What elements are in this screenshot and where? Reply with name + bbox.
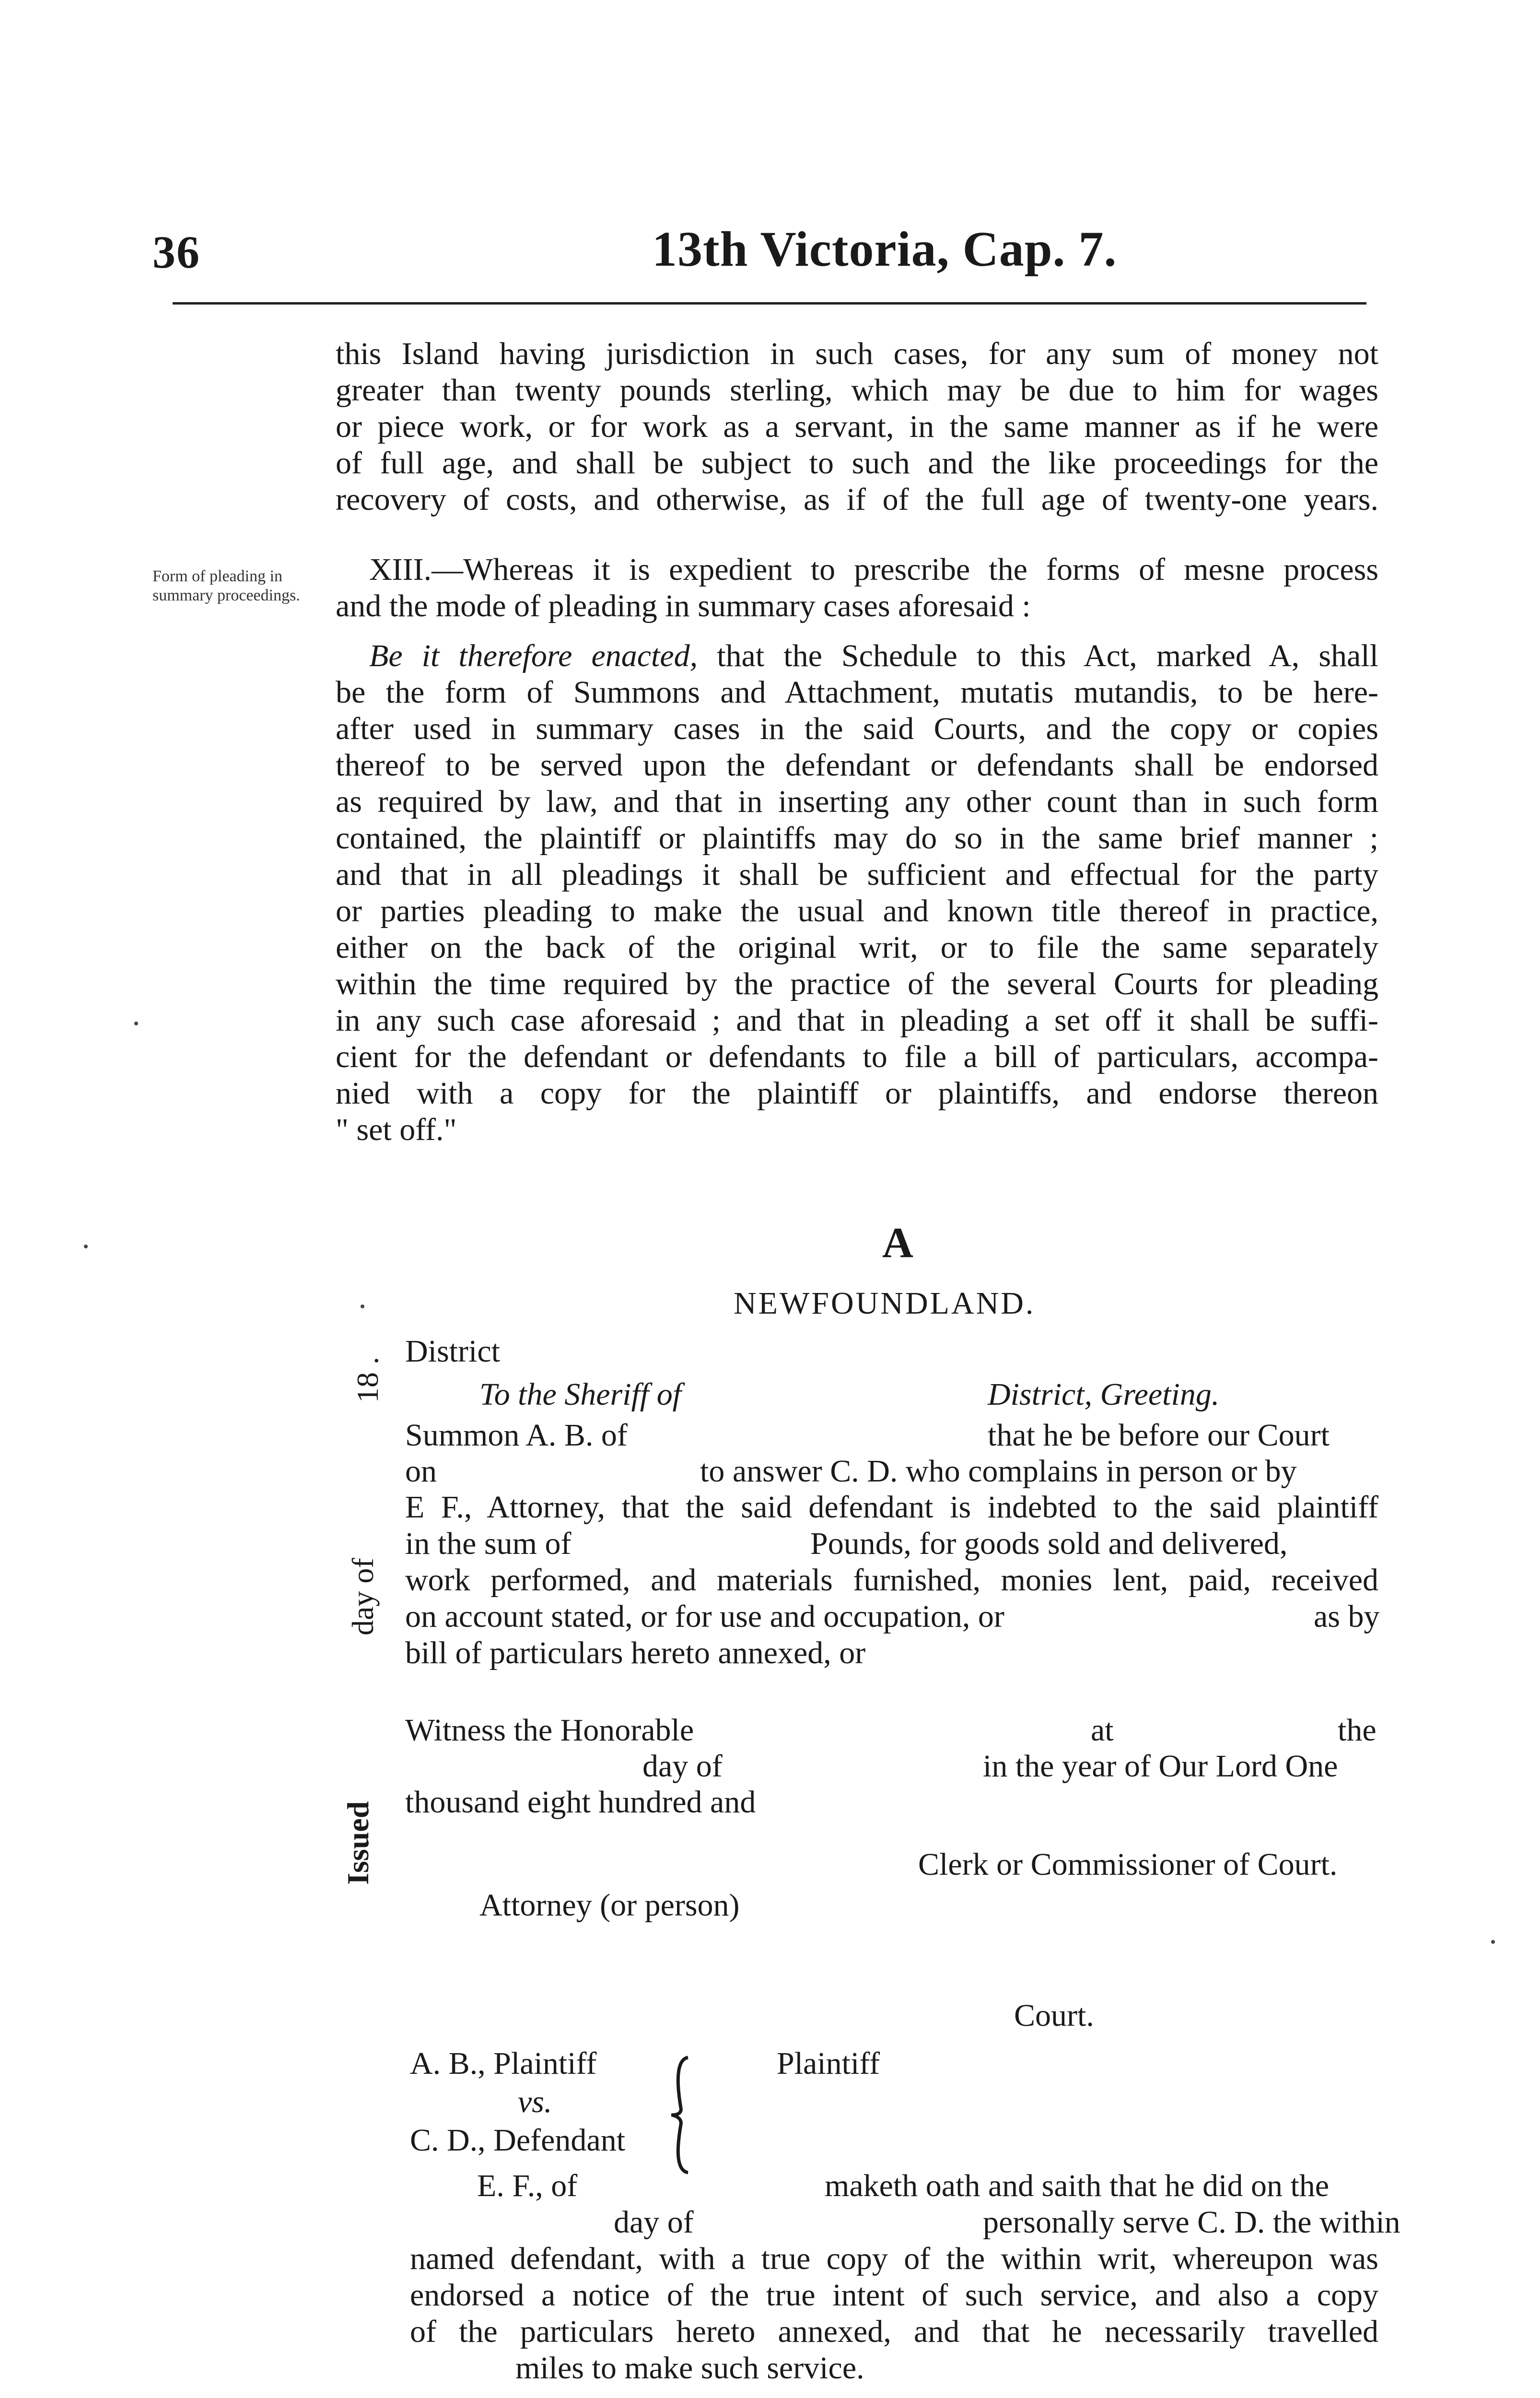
defendant-line: C. D., Defendant — [410, 2123, 626, 2158]
clerk-signature: Clerk or Commissioner of Court. — [918, 1847, 1338, 1882]
district-label: District — [405, 1334, 500, 1369]
text-line: contained, the plaintiff or plaintiffs may do so in the same brief manner ; — [336, 821, 1378, 856]
scan-speck — [1491, 1940, 1495, 1944]
text-line: " set off." — [336, 1112, 457, 1147]
section-text: Whereas it is expedient to prescribe the forms of mesne process — [463, 552, 1378, 587]
thousand-line: thousand eight hundred and — [405, 1785, 756, 1820]
side-label-day-of: day of — [346, 1558, 380, 1635]
district-greeting: District, Greeting. — [988, 1377, 1220, 1412]
brace-icon — [669, 2055, 698, 2175]
enacting-words: Be it therefore enacted, — [369, 638, 698, 673]
intro-paragraph — [336, 336, 1378, 518]
text-line: after used in summary cases in the said Courts, and the copy or copies — [336, 711, 1378, 746]
versus-label: vs. — [518, 2084, 552, 2119]
text-line — [336, 552, 1378, 588]
scan-speck — [84, 1245, 88, 1248]
plaintiff-right: Plaintiff — [777, 2046, 880, 2081]
text-line: as required by law, and that in inserting any other count than in such form — [336, 784, 1378, 819]
affidavit-ef: E. F., of — [477, 2168, 578, 2203]
scan-speck — [134, 1022, 138, 1025]
text-line: nied with a copy for the plaintiff or plaintiffs, and endorse thereon — [336, 1076, 1378, 1111]
text-line: E F., Attorney, that the said defendant is indebted to the said plaintiff — [405, 1490, 1378, 1525]
affidavit-body — [410, 2241, 1378, 2350]
plaintiff-line: A. B., Plaintiff — [410, 2046, 597, 2081]
text-line: named defendant, with a true copy of the within writ, whereupon was — [410, 2241, 1378, 2276]
affidavit-oath: maketh oath and saith that he did on the — [825, 2168, 1330, 2203]
text-line: work performed, and materials furnished, monies lent, paid, received — [405, 1563, 1378, 1598]
schedule-letter: A — [882, 1219, 913, 1267]
header-rule — [173, 302, 1366, 305]
bill-line: bill of particulars hereto annexed, or — [405, 1635, 866, 1670]
text-line: this Island having jurisdiction in such cases, for any sum of money not — [336, 336, 1378, 371]
day-of-label: day of — [642, 1749, 723, 1784]
text-line: within the time required by the practice of the several Courts for pleading — [336, 966, 1378, 1001]
affidavit-miles: miles to make such service. — [515, 2351, 864, 2386]
pounds-line: Pounds, for goods sold and delivered, — [810, 1526, 1288, 1561]
text-line: recovery of costs, and otherwise, as if of the full age of twenty-one years. — [336, 482, 1378, 517]
margin-note-xiii: Form of pleading in summary proceedings. — [152, 567, 300, 604]
text-line: or piece work, or for work as a servant, in the same manner as if he were — [336, 409, 1378, 444]
the-label: the — [1338, 1713, 1377, 1748]
text-line: or parties pleading to make the usual and known title thereof in practice, — [336, 893, 1378, 929]
page-number: 36 — [152, 226, 200, 278]
schedule-country: NEWFOUNDLAND. — [734, 1286, 1036, 1321]
affidavit-day: day of — [614, 2205, 694, 2240]
summon-line: Summon A. B. of — [405, 1418, 628, 1453]
sum-label: in the sum of — [405, 1526, 572, 1561]
side-label-year: 18 . — [350, 1357, 385, 1403]
schedule-body-2 — [405, 1562, 1378, 1599]
text-line: cient for the defendant or defendants to file a bill of particulars, accompa- — [336, 1039, 1378, 1074]
text-line: greater than twenty pounds sterling, which may be due to him for wages — [336, 373, 1378, 408]
attorney-line: Attorney (or person) — [479, 1888, 740, 1923]
text-line: of full age, and shall be subject to such and the like proceedings for the — [336, 446, 1378, 481]
text-line: endorsed a notice of the true intent of such service, and also a copy — [410, 2278, 1378, 2313]
text-line — [336, 638, 1378, 674]
on-label: on — [405, 1454, 437, 1489]
year-of-lord: in the year of Our Lord One — [983, 1749, 1338, 1784]
court-label: Court. — [1014, 1998, 1094, 2033]
running-title: 13th Victoria, Cap. 7. — [652, 222, 1117, 277]
schedule-body — [405, 1489, 1378, 1526]
text-line: thereof to be served upon the defendant or defendants shall be endorsed — [336, 748, 1378, 783]
text-line: of the particulars hereto annexed, and that he necessarily travelled — [410, 2314, 1378, 2349]
text-line: and that in all pleadings it shall be sufficient and effectual for the party — [336, 857, 1378, 892]
side-label-issued: Issued — [341, 1801, 375, 1885]
affidavit-serve: personally serve C. D. the within — [983, 2205, 1400, 2240]
section-text: that the Schedule to this Act, marked A, shall — [698, 638, 1379, 673]
text-line: be the form of Summons and Attachment, mutatis mutandis, to be here- — [336, 675, 1378, 710]
answer-line: to answer C. D. who complains in person or by — [700, 1454, 1297, 1489]
witness-line: Witness the Honorable — [405, 1713, 694, 1748]
before-court: that he be before our Court — [988, 1418, 1330, 1453]
section-xiii-enacting — [336, 638, 1378, 1148]
scan-speck — [361, 1305, 364, 1308]
account-line: on account stated, or for use and occupation, or — [405, 1599, 1004, 1634]
at-label: at — [1091, 1713, 1114, 1748]
section-number: XIII.— — [369, 552, 464, 587]
text-line: in any such case aforesaid ; and that in pleading a set off it shall be suffi- — [336, 1003, 1378, 1038]
section-xiii-heading — [336, 552, 1378, 624]
text-line: and the mode of pleading in summary cases aforesaid : — [336, 588, 1031, 623]
as-by: as by — [1314, 1599, 1380, 1634]
to-sheriff: To the Sheriff of — [479, 1377, 682, 1412]
text-line: either on the back of the original writ, or to file the same separately — [336, 930, 1378, 965]
